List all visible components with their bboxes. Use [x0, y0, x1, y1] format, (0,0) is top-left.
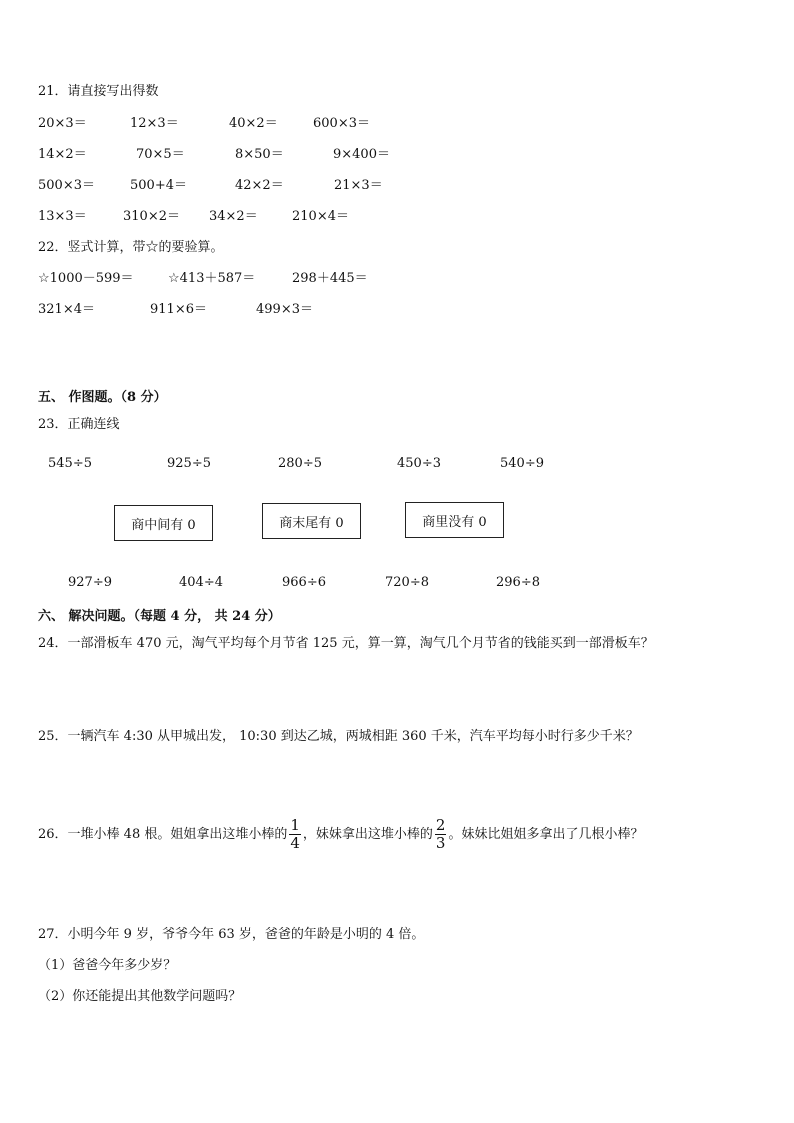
q26-part: 26．一堆小棒 48 根。姐姐拿出这堆小棒的 [38, 827, 288, 842]
q25-text: 25．一辆汽车 4:30 从甲城出发， 10:30 到达乙城，两城相距 360 千米，汽车平均每小时行多少千米？ [38, 729, 639, 744]
section-heading: 六、 解决问题。（每题 4 分， 共 24 分） [38, 609, 281, 624]
q22-item: 321×4＝ [38, 302, 95, 317]
q22-item: ☆1000－599＝ [38, 271, 134, 286]
q23-category-box [405, 502, 504, 538]
q23-bottom-expr: 404÷4 [179, 575, 223, 590]
q21-item: 500×3＝ [38, 178, 95, 193]
q26-text [38, 815, 643, 855]
q23-top-expr: 450÷3 [397, 456, 441, 471]
q22-item: 298＋445＝ [292, 271, 368, 286]
q27-text: 27．小明今年 9 岁，爷爷今年 63 岁，爸爸的年龄是小明的 4 倍。 [38, 927, 425, 942]
q21-title: 21．请直接写出得数 [38, 84, 159, 99]
q23-bottom-expr: 966÷6 [282, 575, 326, 590]
q22-title: 22．竖式计算，带☆的要验算。 [38, 240, 224, 255]
q23-bottom-expr: 720÷8 [385, 575, 429, 590]
q21-item: 34×2＝ [209, 209, 258, 224]
q23-top-expr: 540÷9 [500, 456, 544, 471]
q27-sub-question: （1）爸爸今年多少岁？ [38, 958, 177, 973]
q23-category-box [114, 505, 213, 541]
q21-item: 500+4＝ [130, 178, 187, 193]
q23-top-expr: 925÷5 [167, 456, 211, 471]
section-heading: 五、 作图题。（8 分） [38, 390, 167, 405]
q21-item: 210×4＝ [292, 209, 349, 224]
q23-category-box [262, 503, 361, 539]
q21-item: 40×2＝ [229, 116, 278, 131]
q21-item: 13×3＝ [38, 209, 87, 224]
q21-item: 600×3＝ [313, 116, 370, 131]
q22-item: 911×6＝ [150, 302, 207, 317]
q23-bottom-expr: 927÷9 [68, 575, 112, 590]
fraction-one-quarter: $\frac{1}{4}$ [290, 816, 300, 852]
q23-top-expr: 545÷5 [48, 456, 92, 471]
q21-item: 21×3＝ [334, 178, 383, 193]
q22-item: ☆413＋587＝ [168, 271, 256, 286]
q23-top-expr: 280÷5 [278, 456, 322, 471]
q21-item: 42×2＝ [235, 178, 284, 193]
q21-item: 70×5＝ [136, 147, 185, 162]
q23-category-label: 商末尾有 0 [279, 515, 344, 531]
q23-bottom-expr: 296÷8 [496, 575, 540, 590]
q21-item: 14×2＝ [38, 147, 87, 162]
q21-item: 310×2＝ [123, 209, 180, 224]
q27-sub-question: （2）你还能提出其他数学问题吗？ [38, 989, 242, 1004]
q21-item: 12×3＝ [130, 116, 179, 131]
q21-item: 20×3＝ [38, 116, 87, 131]
q23-title: 23．正确连线 [38, 417, 120, 432]
q23-category-label: 商里没有 0 [422, 514, 487, 530]
q21-item: 9×400＝ [333, 147, 390, 162]
q26-part: 。妹妹比姐姐多拿出了几根小棒？ [448, 827, 644, 842]
q24-text: 24．一部滑板车 470 元，淘气平均每个月节省 125 元，算一算，淘气几个月节省的钱能买到一部滑板车？ [38, 636, 654, 651]
q22-item: 499×3＝ [256, 302, 313, 317]
fraction-two-thirds: $\frac{2}{3}$ [435, 816, 446, 852]
q21-item: 8×50＝ [235, 147, 284, 162]
q26-part: ，妹妹拿出这堆小棒的 [302, 827, 433, 842]
q23-category-label: 商中间有 0 [131, 517, 196, 533]
